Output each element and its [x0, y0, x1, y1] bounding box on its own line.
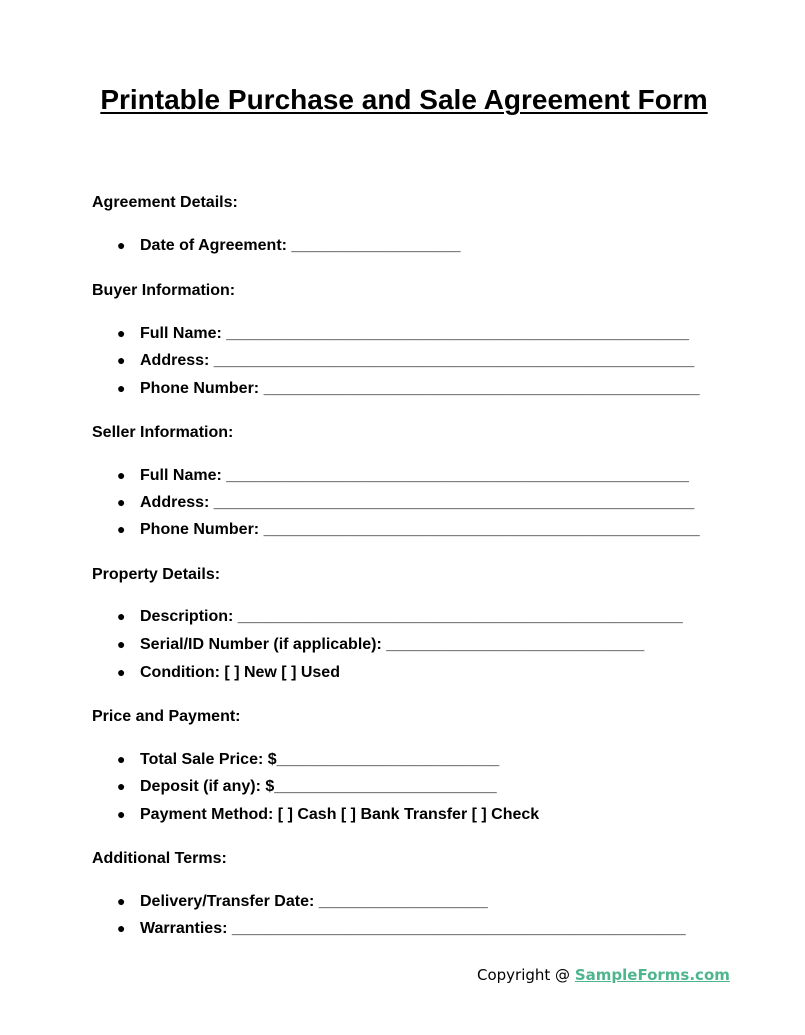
- list-item: ● Serial/ID Number (if applicable): _____________________________: [117, 636, 645, 653]
- bullet-icon: ●: [117, 467, 126, 483]
- bullet-icon: ●: [117, 920, 126, 936]
- list-item: ● Address: ______________________________________________________: [117, 352, 695, 369]
- bullet-icon: ●: [117, 325, 126, 341]
- list-item: ● Address: ______________________________________________________: [117, 494, 695, 511]
- bullet-icon: ●: [117, 380, 126, 396]
- list-item: ● Total Sale Price: $_________________________: [117, 751, 500, 768]
- bullet-icon: ●: [117, 608, 126, 624]
- bullet-icon: ●: [117, 806, 126, 822]
- list-item: ● Description: __________________________________________________: [117, 608, 683, 625]
- section-heading-buyer: Buyer Information:: [92, 282, 236, 299]
- bullet-icon: ●: [117, 352, 126, 368]
- bullet-icon: ●: [117, 893, 126, 909]
- bullet-icon: ●: [117, 636, 126, 652]
- page-title: Printable Purchase and Sale Agreement Form: [100, 84, 708, 115]
- list-item: ● Payment Method: [ ] Cash [ ] Bank Transfer [ ] Check: [117, 806, 540, 823]
- section-heading-agreement: Agreement Details:: [92, 194, 238, 211]
- bullet-icon: ●: [117, 494, 126, 510]
- section-heading-seller: Seller Information:: [92, 424, 234, 441]
- section-heading-terms: Additional Terms:: [92, 850, 227, 867]
- list-item: ● Delivery/Transfer Date: ___________________: [117, 893, 488, 910]
- section-heading-property: Property Details:: [92, 566, 221, 583]
- list-item: ● Date of Agreement: ___________________: [117, 237, 461, 254]
- copyright-footer: [477, 966, 730, 984]
- list-item: ● Full Name: ____________________________________________________: [117, 467, 689, 484]
- list-item: ● Full Name: ____________________________________________________: [117, 325, 689, 342]
- copyright-text: Copyright @: [477, 966, 575, 984]
- list-item: ● Warranties: ___________________________________________________: [117, 920, 686, 937]
- list-item: ● Phone Number: _________________________________________________: [117, 521, 700, 538]
- list-item: ● Condition: [ ] New [ ] Used: [117, 664, 340, 681]
- bullet-icon: ●: [117, 778, 126, 794]
- list-item: ● Deposit (if any): $_________________________: [117, 778, 497, 795]
- bullet-icon: ●: [117, 237, 126, 253]
- bullet-icon: ●: [117, 521, 126, 537]
- bullet-icon: ●: [117, 751, 126, 767]
- bullet-icon: ●: [117, 664, 126, 680]
- sampleforms-link[interactable]: SampleForms.com: [574, 966, 730, 984]
- section-heading-price: Price and Payment:: [92, 708, 241, 725]
- list-item: ● Phone Number: _________________________________________________: [117, 380, 700, 397]
